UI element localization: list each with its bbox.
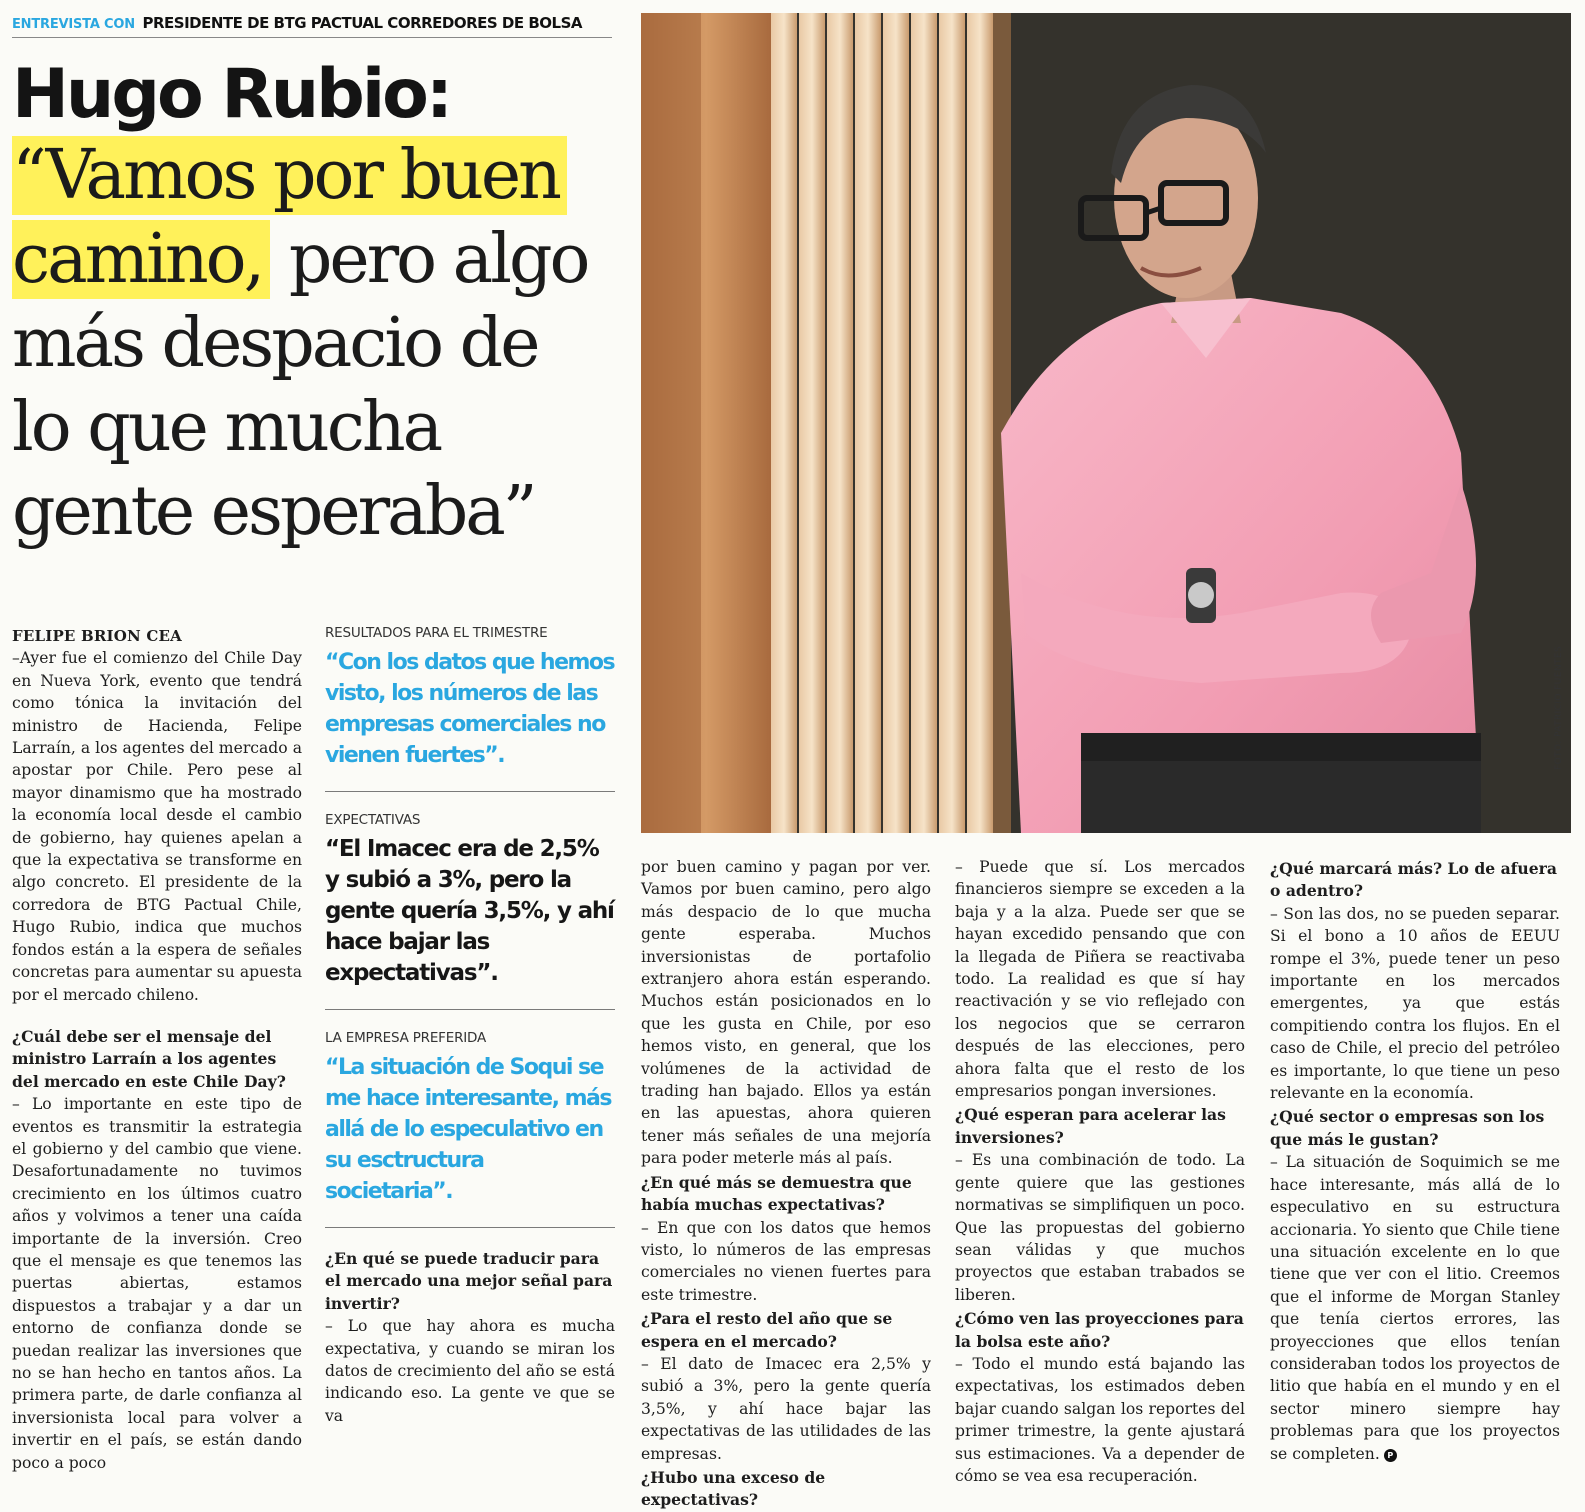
question-4: ¿Para el resto del año que se espera en el mercado?: [641, 1309, 893, 1351]
question-2: ¿En qué se puede traducir para el mercado una mejor señal para invertir?: [325, 1249, 613, 1313]
answer-1: – Lo importante en este tipo de eventos es transmitir la estrategia el gobierno y del cambio que viene. Desafortunadamente no tuvimos crecimiento en los últimos cuatro años y volvimos a tener una caída importante de la inversión. Creo que el mensaje es que tenemos las puertas abiertas, estamos dispuestos a trabajar y a dar un entorno de confianza donde se puedan realizar las inversiones que no se han hecho en tantos años. La primera parte, de darle confianza al inversionista local para volver a invertir en el país, se están dando poco a poco: [12, 1095, 302, 1472]
pull-quote-label: EXPECTATIVAS: [325, 812, 421, 828]
article-column-1: [12, 625, 302, 1474]
headline-highlight-1: “Vamos por buen: [12, 136, 567, 215]
answer-5: – Puede que sí. Los mercados financieros siempre se exceden a la baja y a la alza. Puede ser que se hayan excedido pensando que con la llegada de Piñera se reactivaba todo. La realidad es que sí hay reactivación y se vio reflejado con los negocios que se cerraron después de las elecciones, pero ahora falta que el resto de los empresarios pongan inversiones.: [955, 858, 1245, 1101]
sidebar-divider: [325, 1009, 615, 1010]
interviewee-name: Hugo Rubio:: [12, 55, 451, 134]
article-intro: –Ayer fue el comienzo del Chile Day en Nueva York, evento que tendrá como tónica la invitación del ministro de Hacienda, Felipe Larraín, a los agentes del mercado a apostar por Chile. Pero pese al mayor dinamismo que ha mostrado la economía local desde el cambio de gobierno, hay quienes apelan a que la expectativa se transforme en algo concreto. El presidente de la corredora de BTG Pactual Chile, Hugo Rubio, indica que muchos fondos están a la espera de señales concretas para aumentar su apuesta por el mercado chileno.: [12, 649, 302, 1004]
pull-quote-label: RESULTADOS PARA EL TRIMESTRE: [325, 625, 548, 641]
pull-quote-text: “La situación de Soqui se me hace interesante, más allá de lo especulativo en su esctructura societaria”.: [325, 1055, 611, 1204]
pull-quote-3: [325, 1030, 615, 1207]
answer-8: – Son las dos, no se pueden separar. Si el bono a 10 años de EEUU rompe el 3%, puede tener un peso importante en los mercados emergentes, ya que estás compitiendo contra los flujos. En el caso de Chile, el precio del petróleo es importante, lo que tiene un peso relevante en la economía.: [1270, 904, 1560, 1103]
headline-rest-1: pero algo: [270, 220, 588, 299]
question-6: ¿Qué esperan para acelerar las inversiones?: [955, 1105, 1226, 1147]
pull-quote-sidebar: [325, 625, 615, 1427]
answer-2: – Lo que hay ahora es mucha expectativa, y cuando se miran los datos de crecimiento del año se está indicando eso. La gente ve que se va: [325, 1317, 615, 1425]
sidebar-divider: [325, 791, 615, 792]
kicker-subject: PRESIDENTE DE BTG PACTUAL CORREDORES DE BOLSA: [142, 14, 583, 32]
question-9: ¿Qué sector o empresas son los que más le gustan?: [1270, 1107, 1545, 1149]
headline-quote: [12, 134, 632, 554]
kicker-divider: [12, 37, 612, 38]
headline-highlight-2: camino,: [12, 220, 270, 299]
kicker-section: ENTREVISTA CON: [12, 17, 135, 32]
answer-2-continued: por buen camino y pagan por ver. Vamos por buen camino, pero algo más despacio de lo que mucha gente esperaba. Muchos inversionistas de portafolio extranjero ahora están esperando. Muchos están posicionados en lo que les gusta en Chile, por eso hemos visto, en general, que los volúmenes de la actividad de trading han bajado. Ellos ya están en las apuestas, ahora quieren tener más señales de una mejoría para poder meterle más al país.: [641, 858, 931, 1168]
pull-quote-text: “Con los datos que hemos visto, los números de las empresas comerciales no vienen fuertes”.: [325, 650, 615, 768]
question-5: ¿Hubo una exceso de expectativas?: [641, 1467, 826, 1510]
byline: FELIPE BRION CEA: [12, 627, 182, 645]
answer-6: – Es una combinación de todo. La gente quiere que las gestiones normativas se simplifiquen un poco. Que las propuestas del gobierno sean válidas y que muchos proyectos que estaban trabados se liberen.: [955, 1151, 1245, 1304]
article-column-3: [641, 856, 931, 1512]
pull-quote-1: [325, 625, 615, 771]
headline-rest-2: más despacio de lo que mucha gente esperaba”: [12, 304, 538, 551]
article-column-4: [955, 856, 1245, 1487]
pull-quote-2: [325, 812, 615, 989]
article-column-2: [325, 1248, 615, 1427]
article-column-5: [1270, 856, 1560, 1465]
portrait-illustration: [641, 13, 1571, 833]
question-7: ¿Cómo ven las proyecciones para la bolsa este año?: [955, 1309, 1244, 1351]
answer-4: – El dato de Imacec era 2,5% y subió a 3%, pero la gente quería 3,5%, y ahí hace bajar las expectativas de las utilidades de las empresas.: [641, 1354, 931, 1463]
portrait-photo: [641, 13, 1571, 833]
answer-9-wrap: [1270, 1151, 1560, 1465]
question-1: ¿Cuál debe ser el mensaje del ministro Larraín a los agentes del mercado en este Chile Day?: [12, 1026, 286, 1091]
kicker: [12, 13, 612, 32]
question-8: ¿Qué marcará más? Lo de afuera o adentro?: [1270, 859, 1557, 901]
question-3: ¿En qué más se demuestra que había muchas expectativas?: [641, 1172, 912, 1215]
answer-9: – La situación de Soquimich se me hace interesante, más allá de lo especulativo en su estructura accionaria. Yo siento que Chile tiene una situación excelente en lo que tiene que ver con el litio. Creemos que el informe de Morgan Stanley que tenía ciertos errores, las proyecciones que ellos tenían consideraban todos los proyectos de litio que había en el mundo y en el sector minero siempre hay problemas para que los proyectos se completen.: [1270, 1153, 1560, 1463]
answer-7: – Todo el mundo está bajando las expectativas, los estimados deben bajar cuando salgan los reportes del primer trimestre, la gente ajustará sus estimaciones. Va a depender de cómo se vea esa recuperación.: [955, 1354, 1245, 1485]
pull-quote-text: “El Imacec era de 2,5% y subió a 3%, pero la gente quería 3,5%, y ahí hace bajar las expectativas”.: [325, 836, 614, 986]
pull-quote-label: LA EMPRESA PREFERIDA: [325, 1030, 487, 1046]
sidebar-divider: [325, 1227, 615, 1228]
photo-credit: FOTO: PATRICIO FUENTES: [1554, 645, 1564, 770]
answer-3: – En que con los datos que hemos visto, lo números de las empresas comerciales no vienen fuertes para este trimestre.: [641, 1218, 931, 1304]
end-mark-icon: P: [1384, 1449, 1397, 1462]
